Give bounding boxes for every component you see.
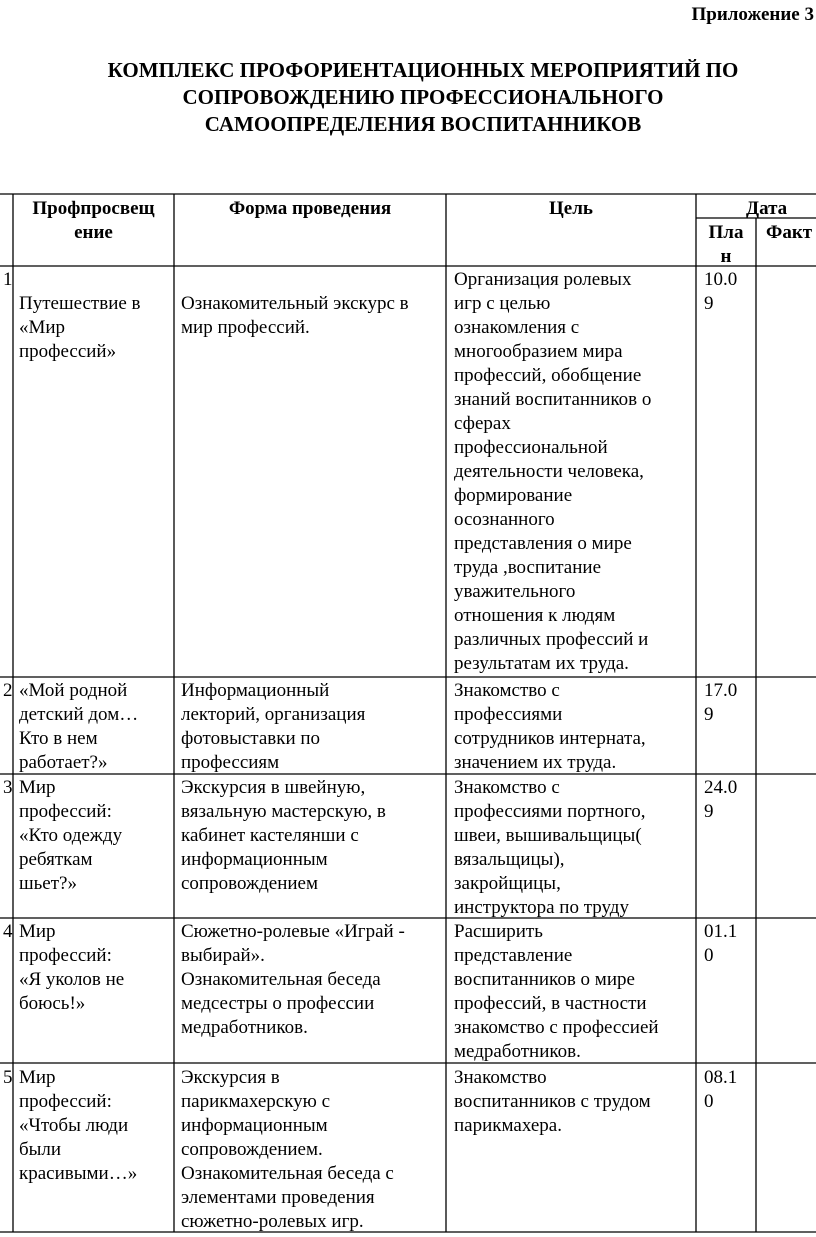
row-number: 5 (3, 1067, 13, 1088)
row-event: Мир профессий: «Чтобы люди были красивыми…» (19, 1067, 138, 1184)
row-number: 2 (3, 680, 13, 701)
row-plan-date: 01.1 0 (704, 921, 738, 966)
row-number: 3 (3, 777, 13, 798)
header-form: Форма проведения (228, 198, 392, 219)
header-fact: Факт (766, 222, 813, 243)
row-goal: Расширить представление воспитанников о мире профессий, в частности знакомство с профессией медработников. (454, 921, 659, 1062)
row-event: Мир профессий: «Я уколов не боюсь!» (19, 921, 125, 1014)
row-form: Ознакомительный экскурс в мир профессий. (181, 293, 409, 338)
row-form: Экскурсия в парикмахерскую с информационным сопровождением. Ознакомительная беседа с элементами проведения сюжетно-ролевых игр. (181, 1067, 394, 1232)
title-line-2: СОПРОВОЖДЕНИЮ ПРОФЕССИОНАЛЬНОГО (182, 85, 664, 109)
row-number: 4 (3, 921, 13, 942)
header-date: Дата (746, 198, 788, 219)
row-plan-date: 10.0 9 (704, 269, 738, 314)
row-event: Мир профессий: «Кто одежду ребяткам шьет?» (19, 777, 123, 894)
row-event: «Мой родной детский дом… Кто в нем работает?» (19, 680, 139, 773)
row-goal: Знакомство с профессиями портного, швеи, вышивальщицы( вязальщицы), закройщицы, инструктора по труду (454, 777, 646, 918)
row-event: Путешествие в «Мир профессий» (19, 293, 141, 362)
row-plan-date: 17.0 9 (704, 680, 738, 725)
row-plan-date: 08.1 0 (704, 1067, 738, 1112)
header-event: Профпросвещ ение (32, 198, 155, 243)
row-form: Экскурсия в швейную, вязальную мастерскую, в кабинет кастелянши с информационным сопровождением (181, 777, 386, 894)
header-goal: Цель (549, 198, 593, 219)
row-goal: Организация ролевых игр с целью ознакомления с многообразием мира профессий, обобщение знаний воспитанников о сферах профессиональной деятельности человека, формирование осознанного представления о мире труда ,воспитание уважительного отношения к людям различных профессий и результатам их труда. (454, 269, 652, 674)
header-plan: Пла н (708, 222, 744, 267)
row-goal: Знакомство воспитанников с трудом парикмахера. (454, 1067, 651, 1136)
row-plan-date: 24.0 9 (704, 777, 738, 822)
row-number: 1 (3, 269, 13, 290)
appendix-label: Приложение 3 (691, 4, 814, 25)
row-form: Информационный лекторий, организация фотовыставки по профессиям (181, 680, 366, 773)
title-line-1: КОМПЛЕКС ПРОФОРИЕНТАЦИОННЫХ МЕРОПРИЯТИЙ ПО (107, 58, 739, 82)
row-goal: Знакомство с профессиями сотрудников интерната, значением их труда. (454, 680, 646, 773)
row-form: Сюжетно-ролевые «Играй - выбирай». Ознакомительная беседа медсестры о профессии медработников. (181, 921, 405, 1038)
title-line-3: САМООПРЕДЕЛЕНИЯ ВОСПИТАННИКОВ (204, 112, 642, 136)
